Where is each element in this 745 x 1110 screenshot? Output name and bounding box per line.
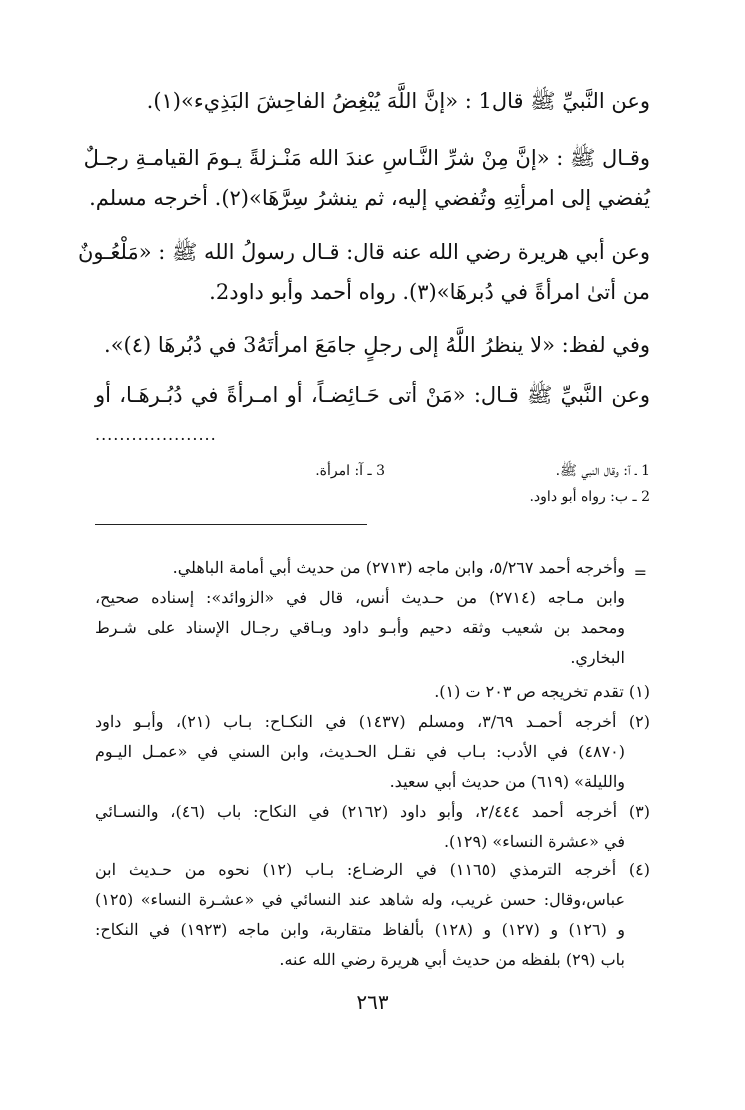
footnote-line: عباس،وقال: حسن غريب، وله شاهد عند النسائي في «عشـرة النساء» (١٢٥) (95, 890, 625, 909)
footnote-2: (٢) أخرجه أحمـد ٣/٦٩، ومسلم (١٤٣٧) في النكـاح: بـاب (٢١)، وأبـو داود (95, 712, 650, 731)
continuation-dots: .................... (95, 425, 217, 444)
footnote-line: في «عشرة النساء» (١٢٩). (443, 832, 625, 851)
main-line: وعن النَّبيِّ ﷺ قـال: «مَنْ أتى حَـائِضـاً، أو امـرأةً في دُبُـرهَـا، أو (95, 383, 650, 407)
footnote-line: (٤٨٧٠) في الأدب: بـاب في نقـل الحـديث، وابن السني في «عمـل اليـوم (95, 742, 625, 761)
footnote-1: (١) تقدم تخريجه ص ٢٠٣ ت (١). (434, 682, 650, 701)
main-line: وعن النَّبيِّ ﷺ قال1 : «إنَّ اللَّهَ يُبْغِضُ الفاحِشَ البَذِيء»(١). (146, 89, 650, 113)
page-number: ٢٦٣ (356, 990, 389, 1014)
footnote-line: باب (٢٩) بلفظه من حديث أبي هريرة رضي الله عنه. (279, 950, 625, 969)
footnote-line: و (١٢٦) و (١٢٧) و (١٢٨) بألفاظ متقاربة، وابن ماجه (١٩٢٣) في النكاح: (95, 920, 626, 939)
footnote-4: (٤) أخرجه الترمذي (١١٦٥) في الرضـاع: بـاب (١٢) نحوه من حـديث ابن (95, 860, 651, 879)
continuation-mark: = (633, 563, 647, 582)
variant-note: 2 ـ ب: رواه أبو داود. (529, 489, 650, 505)
footnote-line: وأخرجه أحمد ٥/٢٦٧، وابن ماجه (٢٧١٣) من حديث أبي أمامة الباهلي. (172, 558, 625, 577)
variant-note: 3 ـ آ: امرأة. (315, 463, 385, 479)
footnote-separator (95, 524, 367, 525)
footnote-line: وابن مـاجه (٢٧١٤) من حـديث أنس، قال في «الزوائد»: إسناده صحيح، (95, 588, 625, 607)
footnote-line: ومحمد بن شعيب وثقه دحيم وأبـو داود وبـاقي رجـال الإسناد على شـرط (95, 618, 625, 637)
main-line: وقـال ﷺ : «إنَّ مِنْ شرِّ النَّـاسِ عندَ الله مَنْـزلةً يـومَ القيامـةِ رجـلٌ (83, 146, 650, 170)
main-line: وفي لفظ: «لا ينظرُ اللَّهُ إلى رجلٍ جامَعَ امرأتَهُ3 في دُبُرهَا (٤)». (104, 333, 650, 357)
footnote-line: البخاري. (570, 648, 625, 667)
footnote-3: (٣) أخرجه أحمد ٢/٤٤٤، وأبو داود (٢١٦٢) في النكاح: باب (٤٦)، والنسـائي (95, 802, 651, 821)
footnote-line: والليلة» (٦١٩) من حديث أبي سعيد. (389, 772, 625, 791)
main-line: من أتىٰ امرأةً في دُبرهَا»(٣). رواه أحمد وأبو داود2. (209, 280, 650, 304)
main-line: وعن أبي هريرة رضي الله عنه قال: قـال رسولُ الله ﷺ : «مَلْعُـونٌ (77, 240, 650, 264)
variant-note: 1 ـ آ: وقال النبي ﷺ. (555, 463, 650, 479)
main-line: يُفضي إلى امرأتِهِ وتُفضي إليه، ثم ينشرُ سِرَّهَا»(٢). أخرجه مسلم. (89, 186, 650, 210)
